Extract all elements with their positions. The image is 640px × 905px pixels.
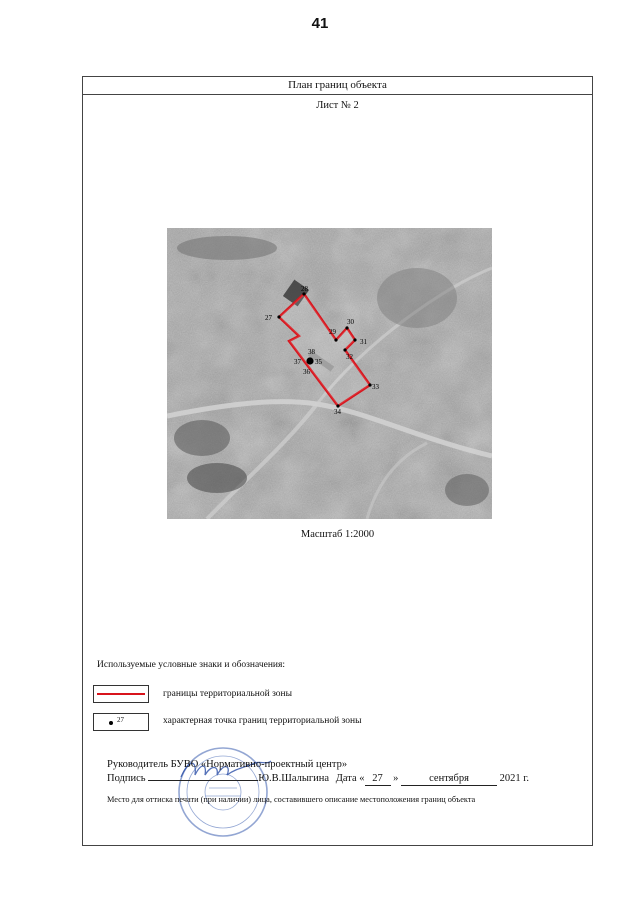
date-day: 27 — [365, 773, 391, 786]
legend-title: Используемые условные знаки и обозначения: — [97, 660, 286, 670]
point-label: 31 — [360, 338, 367, 346]
page-number: 41 — [311, 15, 329, 32]
point-marker — [277, 315, 280, 318]
date-year: 2021 г. — [499, 773, 530, 784]
date-quote-close: » — [393, 773, 399, 784]
legend-line-label: границы территориальной зоны — [163, 689, 293, 699]
legend-point-swatch — [93, 713, 149, 731]
sign-label: Подпись — [107, 773, 146, 784]
point-label: 38 — [308, 348, 315, 356]
signer-name: Ю.В.Шалыгина — [258, 773, 330, 784]
point-label: 35 — [315, 358, 322, 366]
point-label: 30 — [347, 318, 354, 326]
date-label: Дата « — [335, 773, 365, 784]
point-marker — [334, 338, 337, 341]
map-scale: Масштаб 1:2000 — [300, 529, 375, 540]
point-marker — [353, 338, 356, 341]
legend-line-swatch — [93, 685, 149, 703]
point-label: 27 — [265, 314, 272, 322]
point-label: 29 — [329, 328, 336, 336]
point-label: 28 — [301, 285, 308, 293]
sheet-number: Лист № 2 — [316, 100, 359, 111]
point-marker — [343, 348, 346, 351]
plan-frame — [82, 76, 593, 846]
plan-title: План границ объекта — [83, 77, 592, 95]
point-icon — [109, 721, 113, 725]
point-label: 34 — [334, 408, 341, 416]
point-marker — [306, 357, 313, 364]
legend-point-example: 27 — [117, 716, 124, 724]
point-label: 33 — [372, 383, 379, 391]
point-label: 32 — [346, 353, 353, 361]
point-label: 37 — [294, 358, 301, 366]
red-line-icon — [97, 693, 145, 695]
point-marker — [345, 326, 348, 329]
stamp-note: Место для оттиска печати (при наличии) лица, составившего описание местоположения границ объекта — [107, 795, 476, 804]
date-month: сентября — [401, 773, 497, 786]
signature-field — [148, 780, 258, 781]
point-label: 36 — [303, 368, 310, 376]
head-line: Руководитель БУВО «Нормативно-проектный центр» — [107, 759, 348, 770]
legend-point-label: характерная точка границ территориальной зоны — [163, 716, 362, 726]
signature-line — [107, 773, 529, 786]
satellite-map — [167, 228, 492, 519]
